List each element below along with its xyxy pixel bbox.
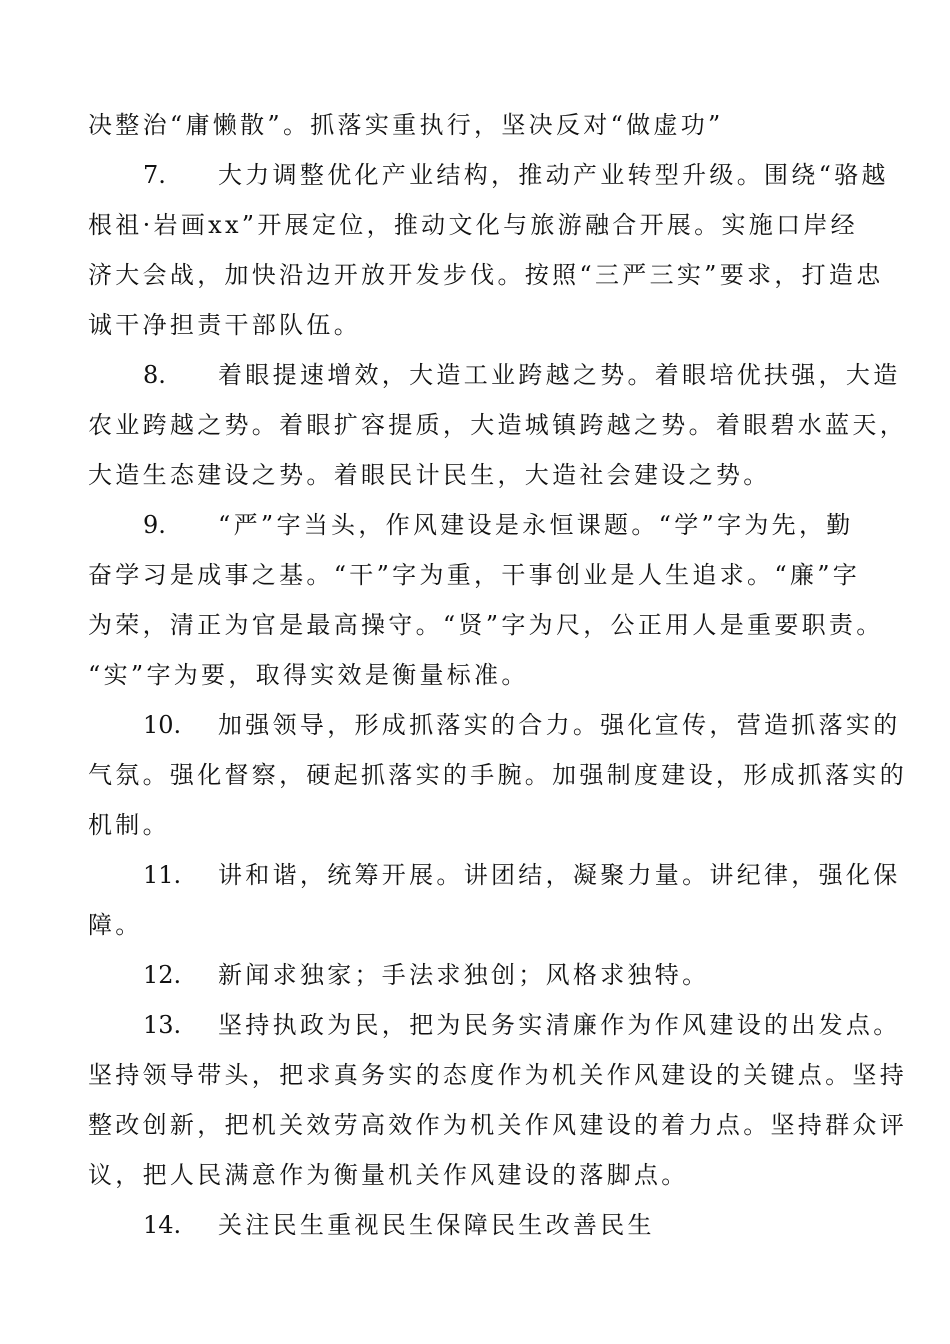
item-11-line: 障。	[88, 911, 143, 939]
item-9-line: 奋学习是成事之基。“干”字为重，干事创业是人生追求。“廉”字	[88, 561, 861, 589]
item-13-line: 整改创新，把机关效劳高效作为机关作风建设的着力点。坚持群众评	[88, 1111, 907, 1139]
item-13-line: 坚持领导带头，把求真务实的态度作为机关作风建设的关键点。坚持	[88, 1061, 907, 1089]
item-9-line: 为荣，清正为官是最高操守。“贤”字为尺，公正用人是重要职责。	[88, 611, 884, 639]
item-7-first-line: 7. 大力调整优化产业结构，推动产业转型升级。围绕“骆越	[88, 150, 863, 200]
item-number: 9.	[143, 511, 166, 539]
item-10-line: 机制。	[88, 811, 170, 839]
item-9-line: “实”字为要，取得实效是衡量标准。	[88, 661, 529, 689]
item-13-line: 议，把人民满意作为衡量机关作风建设的落脚点。	[88, 1161, 689, 1189]
item-14-first-line: 14. 关注民生重视民生保障民生改善民生	[88, 1200, 863, 1250]
item-8-first-line: 8. 着眼提速增效，大造工业跨越之势。着眼培优扶强，大造	[88, 350, 863, 400]
paragraph-6-tail: 决整治“庸懒散”。抓落实重执行，坚决反对“做虚功”	[88, 111, 724, 139]
item-7-line: 济大会战，加快沿边开放开发步伐。按照“三严三实”要求，打造忠	[88, 261, 884, 289]
item-number: 14.	[143, 1211, 182, 1239]
item-10-line: 气氛。强化督察，硬起抓落实的手腕。加强制度建设，形成抓落实的	[88, 761, 907, 789]
item-8-line: 农业跨越之势。着眼扩容提质，大造城镇跨越之势。着眼碧水蓝天，	[88, 411, 907, 439]
item-10-first-line: 10. 加强领导，形成抓落实的合力。强化宣传，营造抓落实的	[88, 700, 863, 750]
document-page	[88, 100, 907, 1250]
item-7-line: 诚干净担责干部队伍。	[88, 311, 361, 339]
item-9-first-line: 9. “严”字当头，作风建设是永恒课题。“学”字为先，勤	[88, 500, 863, 550]
item-number: 11.	[143, 861, 182, 889]
item-13-first-line: 13. 坚持执政为民，把为民务实清廉作为作风建设的出发点。	[88, 1000, 863, 1050]
item-number: 12.	[143, 961, 182, 989]
item-number: 7.	[143, 161, 166, 189]
item-number: 10.	[143, 711, 182, 739]
item-number: 13.	[143, 1011, 182, 1039]
item-12-first-line: 12. 新闻求独家；手法求独创；风格求独特。	[88, 950, 863, 1000]
item-number: 8.	[143, 361, 166, 389]
item-7-line: 根祖·岩画xx”开展定位，推动文化与旅游融合开展。实施口岸经	[88, 211, 858, 239]
item-11-first-line: 11. 讲和谐，统筹开展。讲团结，凝聚力量。讲纪律，强化保	[88, 850, 863, 900]
item-8-line: 大造生态建设之势。着眼民计民生，大造社会建设之势。	[88, 461, 771, 489]
